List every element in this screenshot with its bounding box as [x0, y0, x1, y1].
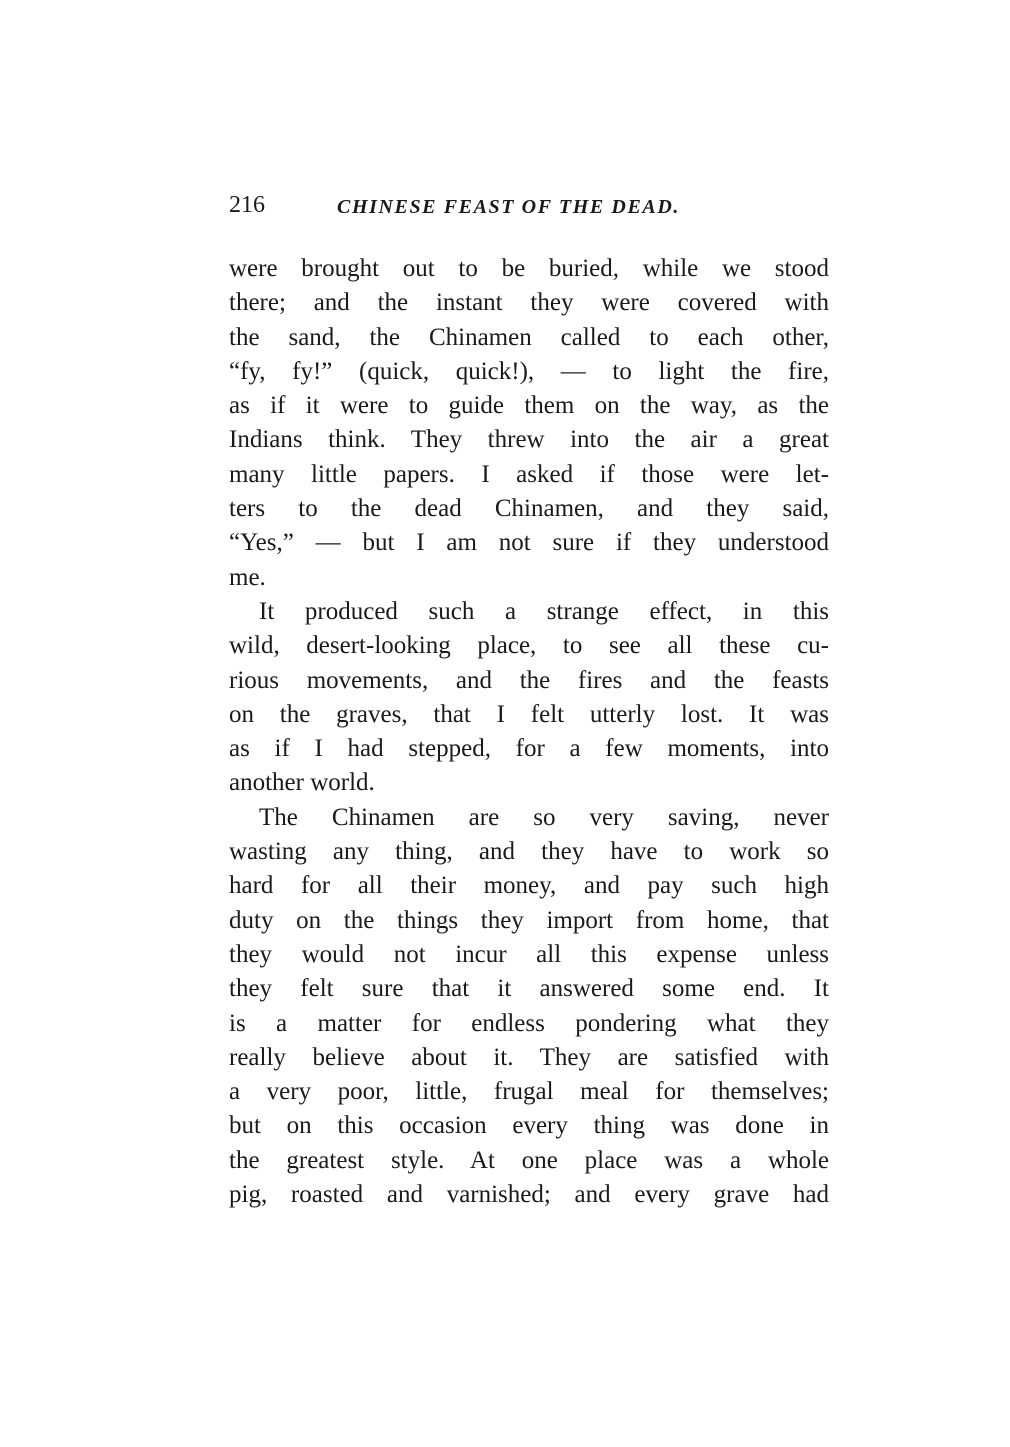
text-line: hard for all their money, and pay such high: [229, 872, 829, 900]
text-line: but on this occasion every thing was done in: [229, 1112, 829, 1140]
text-line: as if I had stepped, for a few moments, into: [229, 735, 829, 763]
text-line: wild, desert-looking place, to see all these cu-: [229, 632, 829, 660]
running-head: [229, 188, 829, 222]
text-line: there; and the instant they were covered with: [229, 289, 829, 317]
text-line: really believe about it. They are satisfied with: [229, 1043, 829, 1071]
text-line: many little papers. I asked if those were let-: [229, 460, 829, 488]
paragraph-first-line: The Chinamen are so very saving, never: [259, 803, 829, 831]
text-line: were brought out to be buried, while we stood: [229, 255, 829, 282]
text-line: on the graves, that I felt utterly lost. It was: [229, 700, 829, 728]
text-line: they felt sure that it answered some end. It: [229, 975, 829, 1003]
text-line: is a matter for endless pondering what they: [229, 1009, 829, 1037]
text-line: pig, roasted and varnished; and every grave had: [229, 1181, 829, 1209]
running-title: CHINESE FEAST OF THE DEAD.: [337, 196, 680, 218]
body-text: [229, 252, 829, 1212]
text-line: the sand, the Chinamen called to each other,: [229, 323, 829, 351]
text-line: a very poor, little, frugal meal for themselves;: [229, 1078, 829, 1106]
paragraph-first-line: It produced such a strange effect, in this: [259, 597, 829, 625]
text-line: wasting any thing, and they have to work so: [229, 838, 829, 866]
text-line: “fy, fy!” (quick, quick!), — to light the fire,: [229, 357, 829, 385]
text-line: ters to the dead Chinamen, and they said,: [229, 495, 829, 523]
text-line: they would not incur all this expense unless: [229, 940, 829, 968]
text-line: the greatest style. At one place was a whole: [229, 1146, 829, 1174]
page-number: 216: [229, 192, 265, 218]
text-line: rious movements, and the fires and the feasts: [229, 666, 829, 694]
text-line: duty on the things they import from home, that: [229, 906, 829, 934]
text-line: me.: [229, 563, 266, 591]
text-line: as if it were to guide them on the way, as the: [229, 392, 829, 420]
text-line: another world.: [229, 769, 375, 797]
text-line: “Yes,” — but I am not sure if they understood: [229, 529, 829, 557]
text-line: Indians think. They threw into the air a great: [229, 426, 829, 454]
